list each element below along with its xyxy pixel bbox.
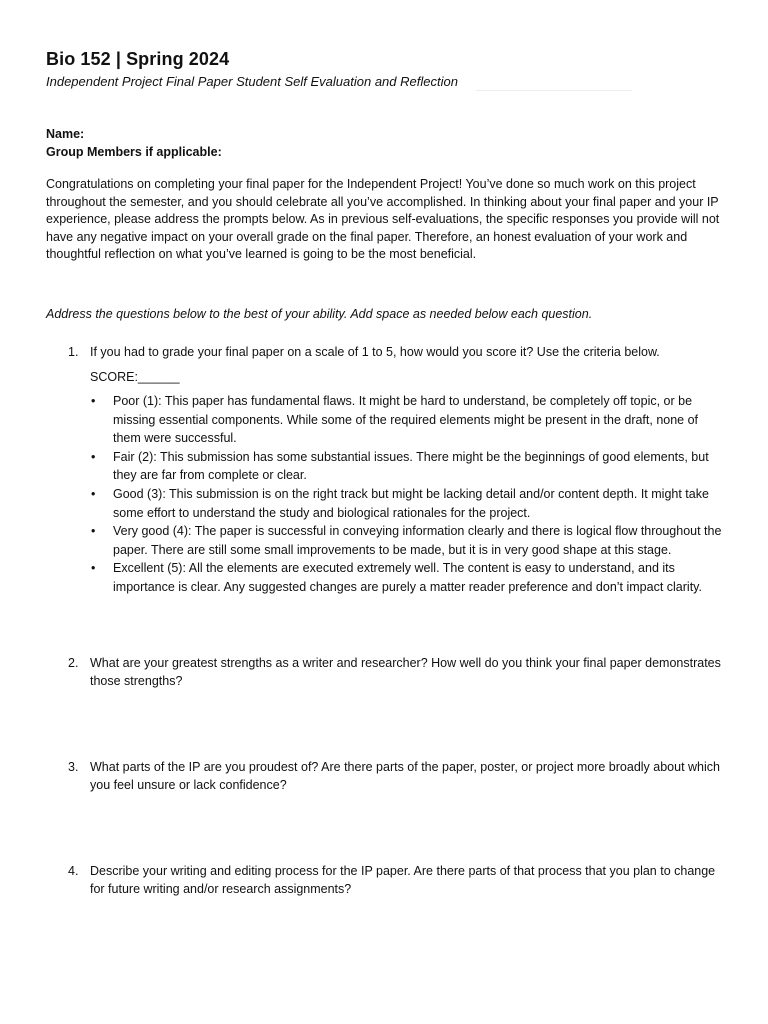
document-subtitle: Independent Project Final Paper Student Self Evaluation and Reflection — [46, 74, 458, 89]
question-3 — [46, 758, 726, 794]
criteria-text: Poor (1): This paper has fundamental flaws. It might be hard to understand, be completely off topic, or be missing essential components. While some of the required elements might be present in the draft, none of them were successful. — [113, 394, 699, 446]
student-fields — [46, 125, 728, 161]
criteria-text: Good (3): This submission is on the right track but might be lacking detail and/or content depth. It might take some effort to understand the study and biological rationales for the project. — [113, 486, 709, 520]
question-number: 3. — [68, 760, 79, 774]
score-criteria-list — [46, 392, 726, 597]
question-2 — [46, 654, 726, 690]
criteria-item — [91, 392, 726, 448]
score-blank: SCORE:______ — [90, 370, 180, 384]
course-title: Bio 152 | Spring 2024 — [46, 49, 230, 69]
criteria-text: Fair (2): This submission has some substantial issues. There might be the beginnings of good elements, but they are far from complete or clear. — [113, 449, 709, 483]
criteria-item — [91, 485, 726, 522]
criteria-text: Very good (4): The paper is successful in conveying information clearly and there is logical flow throughout the paper. There are still some small improvements to be made, but it is in very good shape at this stage. — [113, 524, 722, 557]
bullet-icon: • — [91, 561, 96, 576]
bullet-icon: • — [91, 394, 96, 408]
subtitle-rule — [476, 90, 632, 91]
question-4 — [46, 862, 726, 898]
instructions: Address the questions below to the best of your ability. Add space as needed below each question. — [46, 306, 593, 321]
question-number: 2. — [68, 656, 79, 670]
bullet-icon: • — [91, 524, 96, 539]
name-label: Name: — [46, 127, 85, 141]
question-text: If you had to grade your final paper on a scale of 1 to 5, how would you score it? Use the criteria below. — [90, 345, 660, 359]
question-number: 1. — [68, 345, 79, 359]
question-1 — [46, 343, 726, 597]
criteria-item — [91, 448, 726, 485]
criteria-text: Excellent (5): All the elements are executed extremely well. The content is easy to understand, and its importance is clear. Any suggested changes are purely a matter reader preference and don’t impact clarity. — [113, 561, 702, 594]
group-members-label: Group Members if applicable: — [46, 145, 222, 159]
bullet-icon: • — [91, 486, 96, 501]
criteria-item — [91, 559, 726, 596]
question-text: What parts of the IP are you proudest of? Are there parts of the paper, poster, or project more broadly about which you feel unsure or lack confidence? — [90, 760, 720, 792]
question-text: Describe your writing and editing process for the IP paper. Are there parts of that process that you plan to change for future writing and/or research assignments? — [90, 864, 716, 896]
question-number: 4. — [68, 864, 79, 878]
intro-paragraph: Congratulations on completing your final paper for the Independent Project! You’ve done so much work on this project throughout the semester, and you should celebrate all you’ve accomplished. In thinking about your final paper and your IP experience, please address the prompts below. As in previous self-evaluations, the specific responses you provide will not have any negative impact on your overall grade on the final paper. Therefore, an honest evaluation of your work and thoughtful reflection on what you’ve learned is going to be the most beneficial. — [46, 177, 720, 262]
criteria-item — [91, 522, 726, 559]
bullet-icon: • — [91, 449, 96, 464]
question-text: What are your greatest strengths as a writer and researcher? How well do you think your final paper demonstrates those strengths? — [90, 656, 721, 688]
